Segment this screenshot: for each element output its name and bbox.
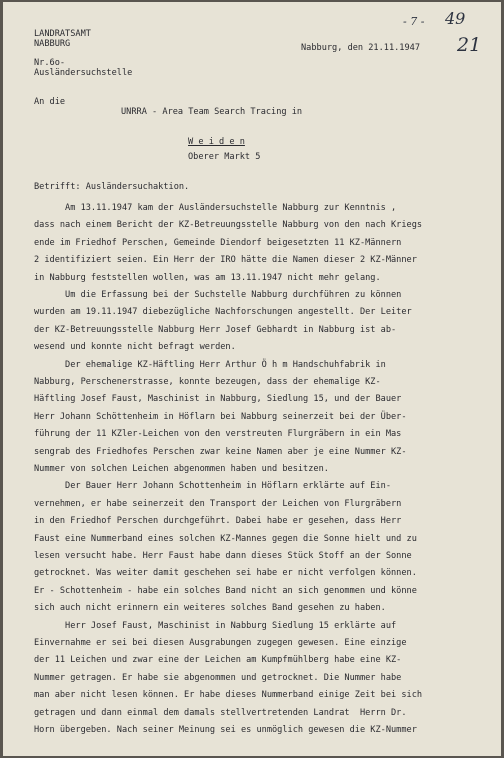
body-line: der 11 Leichen und zwar eine der Leichen am Kumpfmühlberg habe eine KZ-	[34, 655, 402, 666]
handwritten-number: 21	[457, 34, 482, 56]
body-line: Er - Schottenheim - habe ein solches Band nicht an sich genommen und könne	[34, 585, 417, 596]
handwritten-mark: - 7 -	[403, 15, 425, 28]
body-line: Faust eine Nummerband eines solchen KZ-Mannes gegen die Sonne hielt und zu	[34, 533, 417, 544]
body-line: Nummer getragen. Er habe sie abgenommen und getrocknet. Die Nummer habe	[34, 672, 402, 683]
body-line: in Nabburg feststellen wollen, was am 13.11.1947 nicht mehr gelang.	[34, 272, 381, 283]
body-line: der KZ-Betreuungsstelle Nabburg Herr Josef Gebhardt in Nabburg ist ab-	[34, 324, 397, 335]
recipient-city: W e i d e n	[188, 137, 245, 147]
body-line: Nummer von solchen Leichen abgenommen haben und besitzen.	[34, 464, 329, 474]
body-line: Herr Josef Faust, Maschinist in Nabburg Siedlung 15 erklärte auf	[34, 620, 397, 631]
body-line: wurden am 19.11.1947 diebezügliche Nachforschungen angestellt. Der Leiter	[34, 307, 412, 318]
body-line: Horn übergeben. Nach seiner Meinung sei es unmöglich gewesen die KZ-Nummer	[34, 725, 417, 735]
recipient-salutation: An die	[34, 97, 66, 107]
subject-line: Betrifft: Ausländersuchaktion.	[34, 182, 190, 192]
body-line: lesen versucht habe. Herr Faust habe dann dieses Stück Stoff an der Sonne	[34, 551, 412, 561]
recipient-organization: UNRRA - Area Team Search Tracing in	[121, 107, 303, 117]
body-line: Am 13.11.1947 kam der Ausländersuchstelle Nabburg zur Kenntnis ,	[34, 203, 397, 213]
body-line: getrocknet. Was weiter damit geschehen sei habe er nicht verfolgen können.	[34, 568, 417, 579]
body-line: wesend und konnte nicht befragt werden.	[34, 342, 236, 353]
body-line: Herr Johann Schöttenheim in Höflarn bei Nabburg seinerzeit bei der Über-	[34, 411, 407, 422]
body-line: sich auch nicht erinnern ein weiteres solches Band gesehen zu haben.	[34, 603, 386, 614]
body-line: in den Friedhof Perschen durchgeführt. Dabei habe er gesehen, dass Herr	[34, 516, 402, 527]
body-line: man aber nicht lesen können. Er habe dieses Nummerband einige Zeit bei sich	[34, 690, 423, 701]
recipient-street: Oberer Markt 5	[188, 152, 261, 162]
body-line: vernehmen, er habe seinerzeit den Transport der Leichen von Flurgräbern	[34, 498, 402, 509]
document-page	[3, 2, 501, 756]
body-line: Einvernahme er sei bei diesen Ausgrabungen zugegen gewesen. Eine einzige	[34, 638, 407, 648]
body-line: getragen und dann einmal dem damals stellvertretenden Landrat Herrn Dr.	[34, 707, 407, 718]
body-line: Der Bauer Herr Johann Schottenheim in Höflarn erklärte auf Ein-	[34, 481, 391, 492]
body-line: sengrab des Friedhofes Perschen zwar keine Namen aber je eine Nummer KZ-	[34, 446, 407, 457]
body-line: Um die Erfassung bei der Suchstelle Nabburg durchführen zu können	[34, 290, 402, 300]
body-line: Nabburg, Perschenerstrasse, konnte bezeugen, dass der ehemalige KZ-	[34, 377, 381, 387]
letterhead-authority: LANDRATSAMT	[34, 29, 91, 39]
body-line: dass nach einem Bericht der KZ-Betreuungsstelle Nabburg von den nach Kriegs	[34, 220, 423, 231]
body-line: führung der 11 KZler-Leichen von den verstreuten Flurgräbern in ein Mas	[34, 429, 402, 440]
body-line: Häftling Josef Faust, Maschinist in Nabburg, Siedlung 15, und der Bauer	[34, 394, 402, 405]
handwritten-page-number: 49	[445, 9, 466, 28]
body-line: 2 identifiziert seien. Ein Herr der IRO hätte die Namen dieser 2 KZ-Männer	[34, 255, 417, 266]
reference-number: Nr.6o-	[34, 58, 66, 68]
body-line: Der ehemalige KZ-Häftling Herr Arthur Ö h m Handschuhfabrik in	[34, 359, 386, 370]
office-name: Ausländersuchstelle	[34, 68, 133, 78]
place-date: Nabburg, den 21.11.1947	[301, 43, 420, 53]
body-line: ende im Friedhof Perschen, Gemeinde Diendorf beigesetzten 11 KZ-Männern	[34, 237, 402, 248]
letterhead-town: NABBURG	[34, 39, 71, 49]
